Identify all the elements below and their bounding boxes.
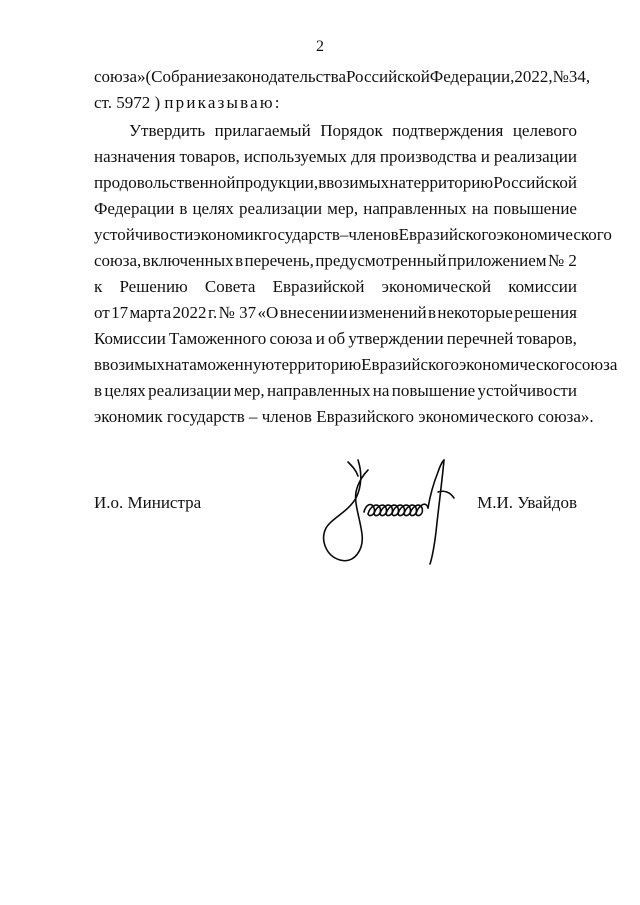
signatory-name: М.И. Увайдов bbox=[477, 493, 577, 512]
lead-line-2 bbox=[94, 90, 577, 116]
word: на bbox=[164, 355, 182, 374]
word: Федерации, bbox=[429, 67, 515, 86]
lead-line-2-text: ст. 5972 ) bbox=[94, 93, 165, 112]
word: реализации bbox=[238, 199, 323, 218]
word: и bbox=[480, 147, 490, 166]
word: 34, bbox=[568, 67, 591, 86]
word: в bbox=[235, 251, 244, 270]
word: членов bbox=[348, 225, 399, 244]
main-line-4 bbox=[94, 196, 577, 222]
word: целях bbox=[192, 199, 234, 218]
word: прилагаемый bbox=[214, 121, 311, 140]
main-line-1 bbox=[94, 118, 577, 144]
word: экономического bbox=[459, 355, 575, 374]
word: повышение bbox=[391, 381, 476, 400]
word: Совета bbox=[204, 277, 256, 296]
word: № 37 bbox=[218, 303, 257, 322]
word: на bbox=[389, 173, 406, 192]
word: целях bbox=[104, 381, 146, 400]
page-number: 2 bbox=[316, 38, 324, 55]
word: Таможенного bbox=[169, 329, 267, 348]
position-title: И.о. Министра bbox=[94, 493, 202, 512]
word: 17 bbox=[111, 303, 129, 322]
word: на bbox=[372, 381, 390, 400]
word: направленных bbox=[266, 381, 371, 400]
word: к bbox=[94, 277, 103, 296]
word: назначения bbox=[94, 147, 176, 166]
word: включенных bbox=[142, 251, 234, 270]
word: «О bbox=[257, 303, 279, 322]
word: подтверждения bbox=[392, 121, 504, 140]
word: Федерации bbox=[94, 199, 175, 218]
word: устойчивости bbox=[94, 225, 194, 244]
word: реализации bbox=[148, 381, 232, 400]
word: устойчивости bbox=[477, 381, 577, 400]
main-paragraph bbox=[94, 118, 618, 430]
word: от bbox=[94, 303, 110, 322]
word: товаров, bbox=[516, 329, 577, 348]
word: в bbox=[179, 199, 188, 218]
word: предусмотренный bbox=[315, 251, 447, 270]
word: г. bbox=[207, 303, 218, 322]
word: производства bbox=[379, 147, 477, 166]
word: Российской bbox=[493, 173, 577, 192]
word: Российской bbox=[346, 67, 430, 86]
word: в bbox=[94, 381, 103, 400]
word: перечней bbox=[446, 329, 514, 348]
word: Евразийского bbox=[361, 355, 460, 374]
main-line-8 bbox=[94, 300, 577, 326]
word: внесении bbox=[279, 303, 348, 322]
word: 2022, bbox=[514, 67, 553, 86]
word: Решению bbox=[119, 277, 188, 296]
word: экономической bbox=[381, 277, 492, 296]
word: ввозимых bbox=[94, 355, 165, 374]
word: целевого bbox=[512, 121, 577, 140]
word: Евразийского bbox=[398, 225, 497, 244]
word: законодательства bbox=[221, 67, 347, 86]
word: экономик bbox=[193, 225, 262, 244]
word: товаров, bbox=[179, 147, 240, 166]
word: 2022 bbox=[172, 303, 207, 322]
word: реализации bbox=[493, 147, 577, 166]
word: решения bbox=[514, 303, 577, 322]
word: № bbox=[552, 67, 569, 86]
handwritten-signature bbox=[318, 452, 470, 572]
word: и bbox=[315, 329, 325, 348]
word: комиссии bbox=[508, 277, 577, 296]
word: приложением bbox=[447, 251, 547, 270]
main-line-3 bbox=[94, 170, 577, 196]
main-line-12: экономик государств – членов Евразийского экономического союза». bbox=[94, 407, 594, 426]
word: используемых bbox=[243, 147, 347, 166]
word: направленных bbox=[363, 199, 467, 218]
word: союза» bbox=[94, 67, 146, 86]
word: в bbox=[427, 303, 436, 322]
word: таможенную bbox=[181, 355, 275, 374]
word: перечень, bbox=[244, 251, 314, 270]
word: для bbox=[350, 147, 376, 166]
word: некоторые bbox=[437, 303, 513, 322]
word: изменений bbox=[348, 303, 427, 322]
word: продукции, bbox=[235, 173, 319, 192]
word: – bbox=[339, 225, 349, 244]
main-line-2 bbox=[94, 144, 577, 170]
word: территорию bbox=[274, 355, 362, 374]
word: продовольственной bbox=[94, 173, 236, 192]
lead-line-1 bbox=[94, 64, 591, 90]
word: марта bbox=[129, 303, 172, 322]
main-line-5 bbox=[94, 222, 612, 248]
word: Евразийской bbox=[272, 277, 365, 296]
word: об bbox=[328, 329, 346, 348]
word: № 2 bbox=[547, 251, 577, 270]
word: государств bbox=[262, 225, 340, 244]
main-line-10 bbox=[94, 352, 618, 378]
word: союза bbox=[574, 355, 618, 374]
word: мер, bbox=[233, 381, 265, 400]
word: утверждении bbox=[348, 329, 444, 348]
main-line-7 bbox=[94, 274, 577, 300]
main-line-11 bbox=[94, 378, 577, 404]
decree-word: приказываю: bbox=[164, 93, 282, 112]
main-line-9 bbox=[94, 326, 577, 352]
word: ввозимых bbox=[318, 173, 390, 192]
word: экономического bbox=[496, 225, 612, 244]
lead-paragraph bbox=[94, 64, 591, 116]
word: союза bbox=[269, 329, 313, 348]
word: территорию bbox=[406, 173, 494, 192]
word: Комиссии bbox=[94, 329, 166, 348]
word: на bbox=[471, 199, 489, 218]
word: Утвердить bbox=[129, 121, 206, 140]
word: мер, bbox=[327, 199, 359, 218]
word: (Собрание bbox=[145, 67, 222, 86]
word: Порядок bbox=[320, 121, 383, 140]
word: повышение bbox=[493, 199, 577, 218]
word: союза, bbox=[94, 251, 142, 270]
main-line-6 bbox=[94, 248, 577, 274]
